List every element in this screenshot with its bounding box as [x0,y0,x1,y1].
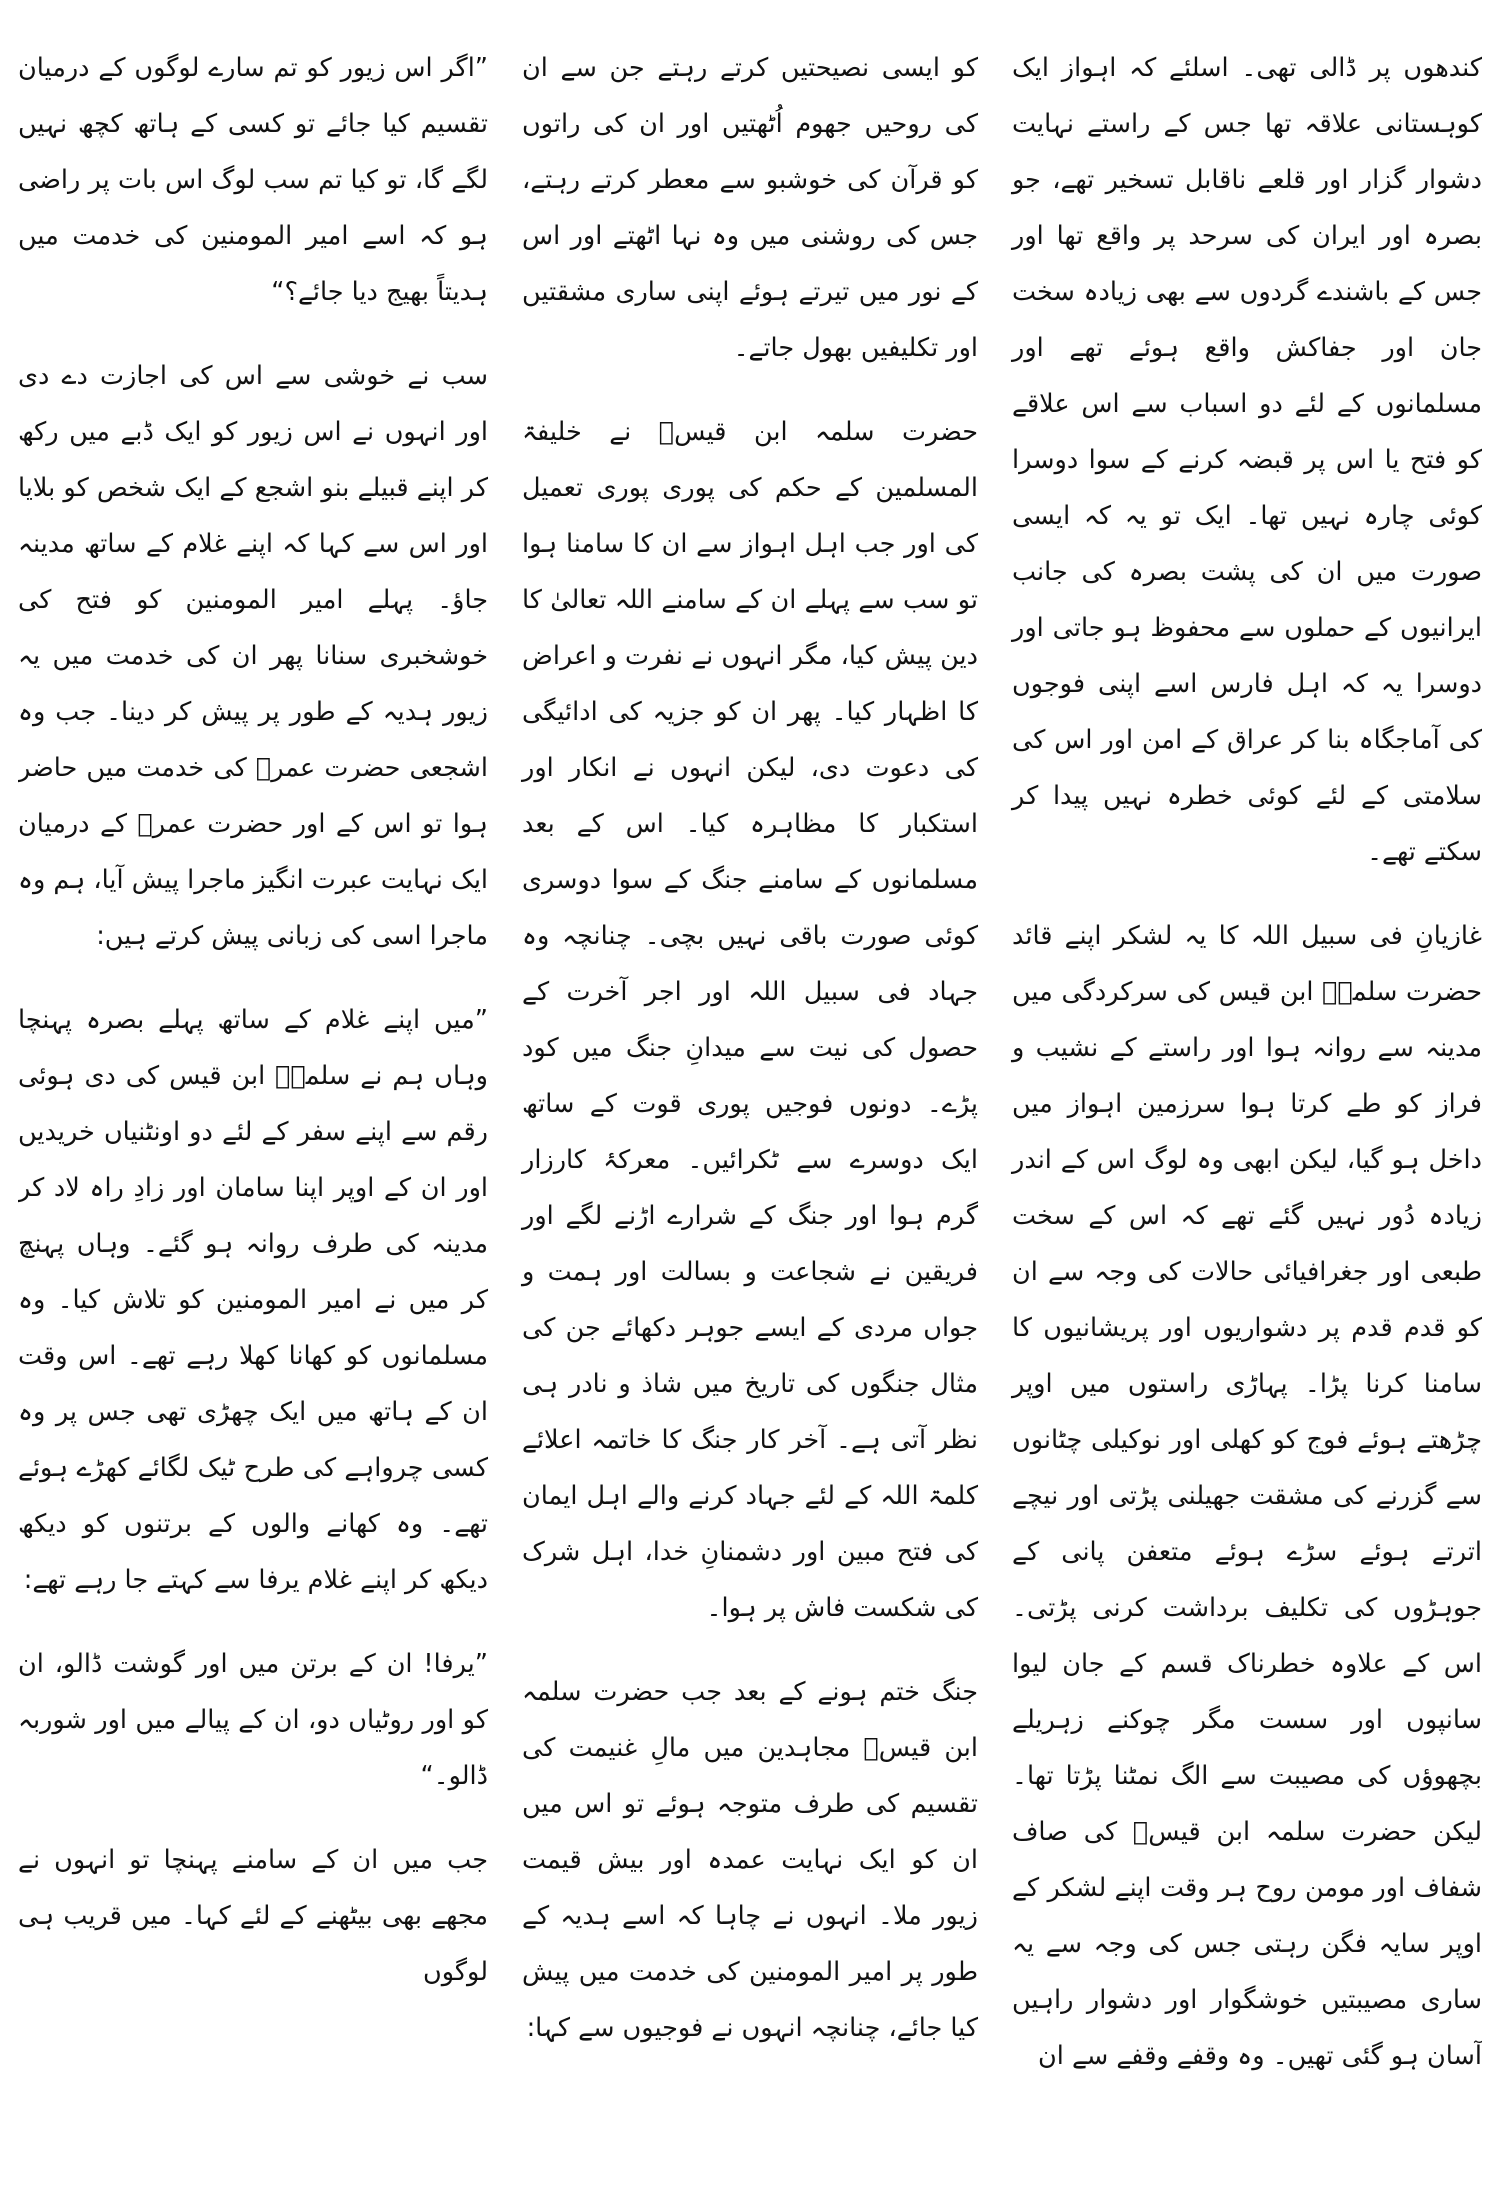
paragraph: غازیانِ فی سبیل اللہ کا یہ لشکر اپنے قائد حضرت سلمہؓ ابن قیس کی سرکردگی میں مدینہ سے روانہ ہوا اور راستے کے نشیب و فراز کو طے کرتا ہوا سرزمین اہواز میں داخل ہو گیا، لیکن ابھی وہ لوگ اس کے اندر زیادہ دُور نہیں گئے تھے کہ اس کے سخت طبعی اور جغرافیائی حالات کی وجہ سے ان کو قدم قدم پر دشواریوں اور پریشانیوں کا سامنا کرنا پڑا۔ پہاڑی راستوں میں اوپر چڑھتے ہوئے فوج کو کھلی اور نوکیلی چٹانوں سے گزرنے کی مشقت جھیلنی پڑتی اور نیچے اترتے ہوئے سڑے ہوئے متعفن پانی کے جوہڑوں کی تکلیف برداشت کرنی پڑتی۔ اس کے علاوہ خطرناک قسم کے جان لیوا سانپوں اور سست مگر چوکنے زہریلے بچھوؤں کی مصیبت سے الگ نمٹنا پڑتا تھا۔ لیکن حضرت سلمہ ابن قیسؓ کی صاف شفاف اور مومن روح ہر وقت اپنے لشکر کے اوپر سایہ فگن رہتی جس کی وجہ سے یہ ساری مصیبتیں خوشگوار اور دشوار راہیں آسان ہو گئی تھیں۔ وہ وقفے وقفے سے ان [1012,921,1482,2071]
paragraph: ”اگر اس زیور کو تم سارے لوگوں کے درمیان تقسیم کیا جائے تو کسی کے ہاتھ کچھ نہیں لگے گا، تو کیا تم سب لوگ اس بات پر راضی ہو کہ اسے امیر المومنین کی خدمت میں ہدیتاً بھیج دیا جائے؟“ [18,53,488,307]
text-column-left [18,40,494,2200]
paragraph: کندھوں پر ڈالی تھی۔ اسلئے کہ اہواز ایک کوہستانی علاقہ تھا جس کے راستے نہایت دشوار گزار اور قلعے ناقابل تسخیر تھے، جو بصرہ اور ایران کی سرحد پر واقع تھا اور جس کے باشندے گردوں سے بھی زیادہ سخت جان اور جفاکش واقع ہوئے تھے اور مسلمانوں کے لئے دو اسباب سے اس علاقے کو فتح یا اس پر قبضہ کرنے کے سوا دوسرا کوئی چارہ نہیں تھا۔ ایک تو یہ کہ ایسی صورت میں ان کی پشت بصرہ کی جانب ایرانیوں کے حملوں سے محفوظ ہو جاتی اور دوسرا یہ کہ اہل فارس اسے اپنی فوجوں کی آماجگاہ بنا کر عراق کے امن اور اس کی سلامتی کے لئے کوئی خطرہ نہیں پیدا کر سکتے تھے۔ [1012,53,1482,867]
paragraph: سب نے خوشی سے اس کی اجازت دے دی اور انہوں نے اس زیور کو ایک ڈبے میں رکھ کر اپنے قبیلے بنو اشجع کے ایک شخص کو بلایا اور اس سے کہا کہ اپنے غلام کے ساتھ مدینہ جاؤ۔ پہلے امیر المومنین کو فتح کی خوشخبری سنانا پھر ان کی خدمت میں یہ زیور ہدیہ کے طور پر پیش کر دینا۔ جب وہ اشجعی حضرت عمرؓ کی خدمت میں حاضر ہوا تو اس کے اور حضرت عمرؓ کے درمیان ایک نہایت عبرت انگیز ماجرا پیش آیا، ہم وہ ماجرا اسی کی زبانی پیش کرتے ہیں: [18,361,488,951]
text-column-right [1006,40,1482,2200]
paragraph: جنگ ختم ہونے کے بعد جب حضرت سلمہ ابن قیسؓ مجاہدین میں مالِ غنیمت کی تقسیم کی طرف متوجہ ہوئے تو اس میں ان کو ایک نہایت عمدہ اور بیش قیمت زیور ملا۔ انہوں نے چاہا کہ اسے ہدیہ کے طور پر امیر المومنین کی خدمت میں پیش کیا جائے، چنانچہ انہوں نے فوجیوں سے کہا: [522,1677,978,2043]
text-column-middle [512,40,988,2200]
paragraph: ”میں اپنے غلام کے ساتھ پہلے بصرہ پہنچا وہاں ہم نے سلمہؓ ابن قیس کی دی ہوئی رقم سے اپنے سفر کے لئے دو اونٹنیاں خریدیں اور ان کے اوپر اپنا سامان اور زادِ راہ لاد کر مدینہ کی طرف روانہ ہو گئے۔ وہاں پہنچ کر میں نے امیر المومنین کو تلاش کیا۔ وہ مسلمانوں کو کھانا کھلا رہے تھے۔ اس وقت ان کے ہاتھ میں ایک چھڑی تھی جس پر وہ کسی چرواہے کی طرح ٹیک لگائے کھڑے ہوئے تھے۔ وہ کھانے والوں کے برتنوں کو دیکھ دیکھ کر اپنے غلام یرفا سے کہتے جا رہے تھے: [18,1005,488,1595]
paragraph: ”یرفا! ان کے برتن میں اور گوشت ڈالو، ان کو اور روٹیاں دو، ان کے پیالے میں اور شوربہ ڈالو۔“ [18,1649,488,1791]
paragraph: کو ایسی نصیحتیں کرتے رہتے جن سے ان کی روحیں جھوم اُٹھتیں اور ان کی راتوں کو قرآن کی خوشبو سے معطر کرتے رہتے، جس کی روشنی میں وہ نہا اٹھتے اور اس کے نور میں تیرتے ہوئے اپنی ساری مشقتیں اور تکلیفیں بھول جاتے۔ [522,53,978,363]
paragraph: جب میں ان کے سامنے پہنچا تو انہوں نے مجھے بھی بیٹھنے کے لئے کہا۔ میں قریب ہی لوگوں [18,1845,488,1987]
paragraph: حضرت سلمہ ابن قیسؓ نے خلیفۃ المسلمین کے حکم کی پوری پوری تعمیل کی اور جب اہل اہواز سے ان کا سامنا ہوا تو سب سے پہلے ان کے سامنے اللہ تعالیٰ کا دین پیش کیا، مگر انہوں نے نفرت و اعراض کا اظہار کیا۔ پھر ان کو جزیہ کی ادائیگی کی دعوت دی، لیکن انہوں نے انکار اور استکبار کا مظاہرہ کیا۔ اس کے بعد مسلمانوں کے سامنے جنگ کے سوا دوسری کوئی صورت باقی نہیں بچی۔ چنانچہ وہ جہاد فی سبیل اللہ اور اجر آخرت کے حصول کی نیت سے میدانِ جنگ میں کود پڑے۔ دونوں فوجیں پوری قوت کے ساتھ ایک دوسرے سے ٹکرائیں۔ معرکۂ کارزار گرم ہوا اور جنگ کے شرارے اڑنے لگے اور فریقین نے شجاعت و بسالت اور ہمت و جواں مردی کے ایسے جوہر دکھائے جن کی مثال جنگوں کی تاریخ میں شاذ و نادر ہی نظر آتی ہے۔ آخر کار جنگ کا خاتمہ اعلائے کلمۃ اللہ کے لئے جہاد کرنے والے اہل ایمان کی فتح مبین اور دشمنانِ خدا، اہل شرک کی شکست فاش پر ہوا۔ [522,417,978,1623]
